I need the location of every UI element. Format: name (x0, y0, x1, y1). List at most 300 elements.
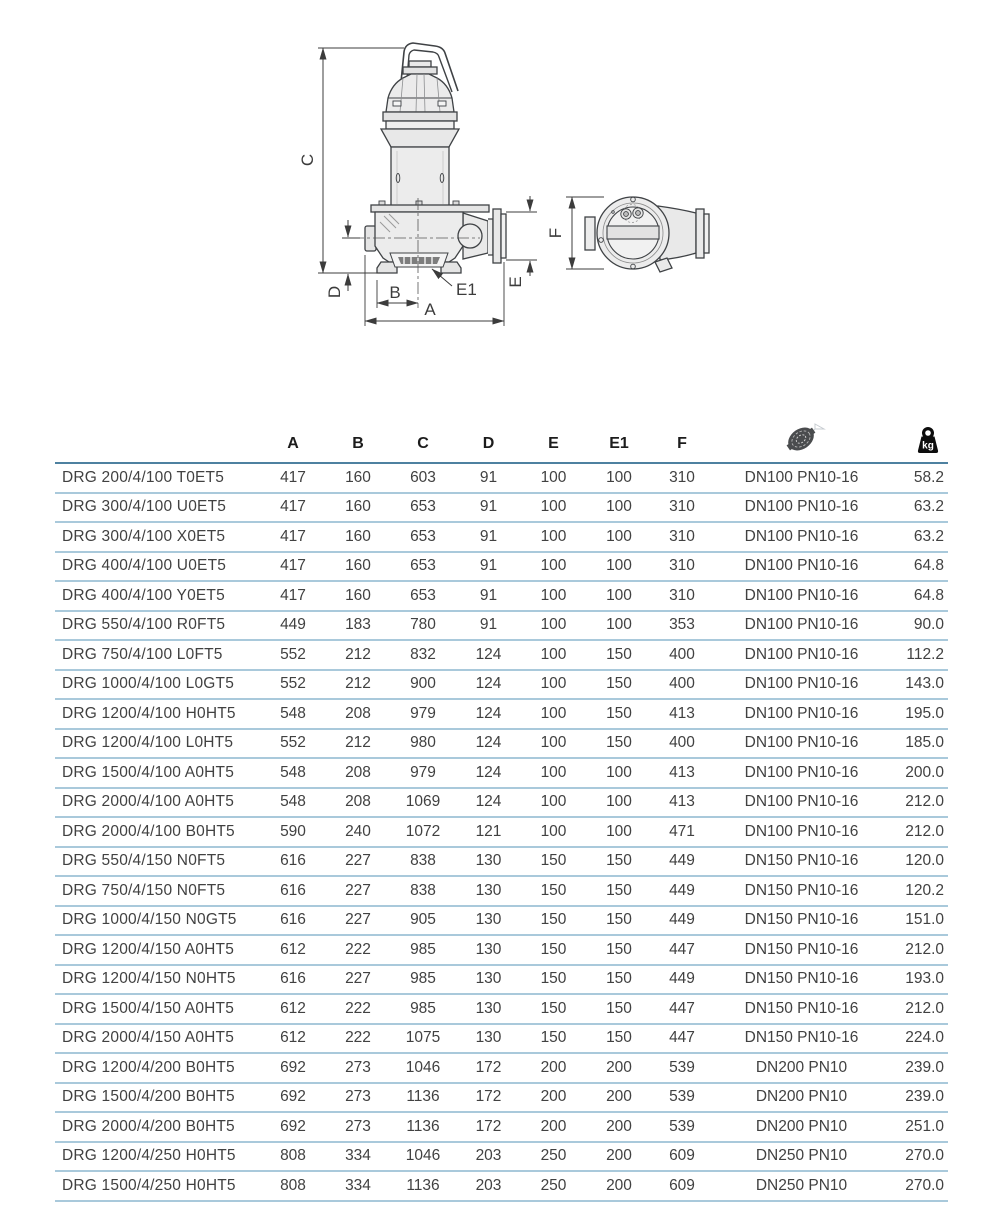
dim-b-cell: 222 (326, 1024, 390, 1054)
dim-b-cell: 160 (326, 581, 390, 611)
dim-b-cell: 183 (326, 611, 390, 641)
dim-d-cell: 91 (456, 611, 521, 641)
dim-e-cell: 100 (521, 817, 586, 847)
dim-e-cell: 150 (521, 847, 586, 877)
dim-d-cell: 172 (456, 1083, 521, 1113)
weight-cell: 151.0 (877, 906, 948, 936)
dim-b-cell: 227 (326, 965, 390, 995)
dim-e-cell: 150 (521, 906, 586, 936)
table-row (55, 817, 948, 847)
dim-label-d: D (325, 285, 344, 299)
dim-c-cell: 1046 (390, 1053, 456, 1083)
discharge-cell: DN150 PN10-16 (712, 994, 877, 1024)
discharge-cell: DN100 PN10-16 (712, 640, 877, 670)
dim-a-cell: 808 (260, 1171, 326, 1201)
weight-cell: 58.2 (877, 463, 948, 493)
dim-e1-cell: 100 (586, 493, 652, 523)
dim-e-cell: 100 (521, 611, 586, 641)
model-cell: DRG 1200/4/100 L0HT5 (55, 729, 260, 759)
model-cell: DRG 2000/4/200 B0HT5 (55, 1112, 260, 1142)
dim-e1-cell: 150 (586, 729, 652, 759)
col-header-b: B (326, 410, 390, 463)
model-cell: DRG 300/4/100 X0ET5 (55, 522, 260, 552)
col-header-discharge (712, 410, 877, 463)
discharge-cell: DN100 PN10-16 (712, 788, 877, 818)
dim-e1-cell: 150 (586, 1024, 652, 1054)
dim-e-cell: 200 (521, 1053, 586, 1083)
weight-cell: 212.0 (877, 817, 948, 847)
dim-e-cell: 100 (521, 552, 586, 582)
dim-f-cell: 310 (652, 552, 712, 582)
dim-e1-cell: 150 (586, 935, 652, 965)
dim-e-cell: 200 (521, 1112, 586, 1142)
dim-c-cell: 1046 (390, 1142, 456, 1172)
dim-e1-cell: 100 (586, 817, 652, 847)
weight-cell: 251.0 (877, 1112, 948, 1142)
dim-d-cell: 124 (456, 670, 521, 700)
cover-slot (607, 226, 659, 239)
dim-f-cell: 471 (652, 817, 712, 847)
dim-c-cell: 653 (390, 522, 456, 552)
dim-e1-cell: 100 (586, 552, 652, 582)
dim-c-cell: 979 (390, 699, 456, 729)
col-header-a: A (260, 410, 326, 463)
weight-cell: 185.0 (877, 729, 948, 759)
discharge-cell: DN100 PN10-16 (712, 670, 877, 700)
dim-e-cell: 100 (521, 758, 586, 788)
dim-e-cell: 150 (521, 1024, 586, 1054)
model-cell: DRG 1200/4/200 B0HT5 (55, 1053, 260, 1083)
weight-cell: 270.0 (877, 1171, 948, 1201)
col-header-d: D (456, 410, 521, 463)
discharge-cell: DN150 PN10-16 (712, 906, 877, 936)
svg-text:kg: kg (922, 440, 934, 452)
table-row (55, 493, 948, 523)
dim-a-cell: 616 (260, 847, 326, 877)
dim-b-cell: 240 (326, 817, 390, 847)
model-cell: DRG 550/4/100 R0FT5 (55, 611, 260, 641)
dim-e1-cell: 200 (586, 1112, 652, 1142)
dim-b-cell: 208 (326, 788, 390, 818)
dim-b-cell: 222 (326, 935, 390, 965)
dim-a-cell: 612 (260, 1024, 326, 1054)
dim-label-c: C (298, 153, 317, 167)
col-header-e1: E1 (586, 410, 652, 463)
dim-b-cell: 227 (326, 847, 390, 877)
model-cell: DRG 2000/4/100 A0HT5 (55, 788, 260, 818)
weight-cell: 212.0 (877, 935, 948, 965)
dim-a-cell: 616 (260, 876, 326, 906)
dim-d-cell: 130 (456, 906, 521, 936)
dim-d-cell: 91 (456, 552, 521, 582)
dim-e1-cell: 150 (586, 906, 652, 936)
dim-c-cell: 985 (390, 935, 456, 965)
dim-d-cell: 130 (456, 935, 521, 965)
dim-label-b: B (389, 283, 401, 302)
dim-c-cell: 832 (390, 640, 456, 670)
dim-d-cell: 124 (456, 640, 521, 670)
dim-d-cell: 91 (456, 522, 521, 552)
dim-d-cell: 172 (456, 1112, 521, 1142)
dim-a-cell: 417 (260, 522, 326, 552)
dim-b-cell: 160 (326, 463, 390, 493)
pump-front-view (352, 43, 506, 308)
table-row (55, 965, 948, 995)
dim-d-cell: 130 (456, 876, 521, 906)
discharge-cell: DN100 PN10-16 (712, 581, 877, 611)
dim-f-cell: 539 (652, 1112, 712, 1142)
dim-d-cell: 124 (456, 699, 521, 729)
dim-c-cell: 985 (390, 994, 456, 1024)
weight-cell: 200.0 (877, 758, 948, 788)
dim-a-cell: 808 (260, 1142, 326, 1172)
model-cell: DRG 1200/4/250 H0HT5 (55, 1142, 260, 1172)
dim-d-cell: 203 (456, 1142, 521, 1172)
dim-e1-cell: 150 (586, 699, 652, 729)
dim-c-cell: 653 (390, 581, 456, 611)
discharge-cell: DN150 PN10-16 (712, 935, 877, 965)
table-row (55, 1112, 948, 1142)
weight-cell: 239.0 (877, 1053, 948, 1083)
dim-d-cell: 124 (456, 729, 521, 759)
dim-e1-cell: 150 (586, 847, 652, 877)
discharge-cell: DN100 PN10-16 (712, 758, 877, 788)
dim-c-cell: 905 (390, 906, 456, 936)
table-row (55, 788, 948, 818)
model-cell: DRG 1000/4/100 L0GT5 (55, 670, 260, 700)
dim-b-cell: 334 (326, 1142, 390, 1172)
weight-cell: 212.0 (877, 994, 948, 1024)
dim-f-cell: 400 (652, 729, 712, 759)
dim-b-cell: 273 (326, 1083, 390, 1113)
dim-a-cell: 692 (260, 1083, 326, 1113)
dim-f-cell: 310 (652, 493, 712, 523)
table-row (55, 1142, 948, 1172)
dim-d-cell: 91 (456, 581, 521, 611)
model-cell: DRG 1200/4/150 A0HT5 (55, 935, 260, 965)
dim-a-cell: 616 (260, 965, 326, 995)
dim-e1-cell: 150 (586, 994, 652, 1024)
dim-f-cell: 447 (652, 1024, 712, 1054)
model-cell: DRG 750/4/100 L0FT5 (55, 640, 260, 670)
dim-b-cell: 334 (326, 1171, 390, 1201)
dim-f-cell: 400 (652, 670, 712, 700)
model-cell: DRG 1200/4/150 N0HT5 (55, 965, 260, 995)
table-row (55, 935, 948, 965)
table-row (55, 1024, 948, 1054)
dim-a-cell: 417 (260, 581, 326, 611)
table-row (55, 670, 948, 700)
dim-f-cell: 310 (652, 522, 712, 552)
dim-e-cell: 250 (521, 1142, 586, 1172)
dim-a-cell: 548 (260, 699, 326, 729)
neck-ring-upper (383, 112, 457, 121)
col-header-e: E (521, 410, 586, 463)
dim-e-cell: 200 (521, 1083, 586, 1113)
dim-e-cell: 250 (521, 1171, 586, 1201)
dim-d-cell: 130 (456, 994, 521, 1024)
dim-d-cell: 91 (456, 463, 521, 493)
model-cell: DRG 750/4/150 N0FT5 (55, 876, 260, 906)
model-cell: DRG 1500/4/200 B0HT5 (55, 1083, 260, 1113)
dim-e-cell: 100 (521, 640, 586, 670)
weight-cell: 224.0 (877, 1024, 948, 1054)
weight-cell: 112.2 (877, 640, 948, 670)
dim-e-cell: 100 (521, 581, 586, 611)
dim-b-cell: 227 (326, 906, 390, 936)
dim-e1-cell: 100 (586, 758, 652, 788)
dim-f-cell: 447 (652, 935, 712, 965)
dim-e-cell: 100 (521, 788, 586, 818)
dim-b-cell: 160 (326, 522, 390, 552)
model-cell: DRG 1000/4/150 N0GT5 (55, 906, 260, 936)
table-row (55, 758, 948, 788)
dim-f-cell: 400 (652, 640, 712, 670)
dim-f-cell: 447 (652, 994, 712, 1024)
dim-f-cell: 449 (652, 847, 712, 877)
dim-b-cell: 160 (326, 552, 390, 582)
dim-a-cell: 692 (260, 1053, 326, 1083)
table-row (55, 640, 948, 670)
pump-side-view (585, 197, 709, 272)
table-row (55, 729, 948, 759)
model-cell: DRG 1500/4/250 H0HT5 (55, 1171, 260, 1201)
dim-e1-cell: 200 (586, 1083, 652, 1113)
dim-e1-cell: 200 (586, 1142, 652, 1172)
dim-e1-cell: 100 (586, 611, 652, 641)
dim-label-e1: E1 (456, 280, 477, 299)
table-row (55, 611, 948, 641)
discharge-flange-icon (783, 419, 827, 460)
dim-e-cell: 100 (521, 729, 586, 759)
dim-f-cell: 310 (652, 463, 712, 493)
dim-c-cell: 1136 (390, 1112, 456, 1142)
weight-cell: 120.0 (877, 847, 948, 877)
discharge-cell: DN200 PN10 (712, 1053, 877, 1083)
weight-kg-icon (877, 427, 948, 460)
table-row (55, 906, 948, 936)
dim-e1-cell: 100 (586, 581, 652, 611)
dim-f-cell: 353 (652, 611, 712, 641)
model-cell: DRG 2000/4/100 B0HT5 (55, 817, 260, 847)
discharge-cell: DN250 PN10 (712, 1142, 877, 1172)
table-header-row (55, 410, 948, 463)
dim-e1-cell: 100 (586, 463, 652, 493)
weight-cell: 90.0 (877, 611, 948, 641)
table-row (55, 552, 948, 582)
table-row (55, 1171, 948, 1201)
dim-e1-cell: 150 (586, 640, 652, 670)
model-cell: DRG 1500/4/100 A0HT5 (55, 758, 260, 788)
dim-a-cell: 417 (260, 493, 326, 523)
dim-c-cell: 653 (390, 552, 456, 582)
dim-d-cell: 124 (456, 758, 521, 788)
dim-c-cell: 603 (390, 463, 456, 493)
weight-cell: 239.0 (877, 1083, 948, 1113)
dim-f-cell: 310 (652, 581, 712, 611)
discharge-cell: DN100 PN10-16 (712, 493, 877, 523)
dimensions-table (55, 410, 948, 1202)
table-row (55, 522, 948, 552)
dim-b-cell: 208 (326, 699, 390, 729)
dim-f-cell: 449 (652, 876, 712, 906)
dim-f-cell: 413 (652, 699, 712, 729)
dim-d-cell: 130 (456, 965, 521, 995)
discharge-cell: DN100 PN10-16 (712, 552, 877, 582)
dim-a-cell: 548 (260, 758, 326, 788)
discharge-cell: DN150 PN10-16 (712, 847, 877, 877)
dim-f-cell: 449 (652, 965, 712, 995)
discharge-cell: DN100 PN10-16 (712, 611, 877, 641)
dim-e1-cell: 200 (586, 1053, 652, 1083)
dim-e-cell: 100 (521, 670, 586, 700)
dim-b-cell: 222 (326, 994, 390, 1024)
model-cell: DRG 550/4/150 N0FT5 (55, 847, 260, 877)
dim-c-cell: 1136 (390, 1083, 456, 1113)
dim-b-cell: 208 (326, 758, 390, 788)
dim-b-cell: 273 (326, 1112, 390, 1142)
dim-e-cell: 150 (521, 994, 586, 1024)
dim-c-cell: 1072 (390, 817, 456, 847)
dim-c-cell: 780 (390, 611, 456, 641)
dim-a-cell: 590 (260, 817, 326, 847)
dim-c-cell: 838 (390, 847, 456, 877)
discharge-cell: DN100 PN10-16 (712, 522, 877, 552)
dim-d-cell: 130 (456, 1024, 521, 1054)
dim-f-cell: 609 (652, 1142, 712, 1172)
table-row (55, 847, 948, 877)
dim-a-cell: 612 (260, 935, 326, 965)
model-cell: DRG 1500/4/150 A0HT5 (55, 994, 260, 1024)
weight-cell: 195.0 (877, 699, 948, 729)
volute-top-plate (371, 205, 489, 212)
discharge-cell: DN100 PN10-16 (712, 463, 877, 493)
dim-e-cell: 150 (521, 935, 586, 965)
dim-label-f: F (546, 227, 565, 239)
model-cell: DRG 200/4/100 T0ET5 (55, 463, 260, 493)
weight-cell: 64.8 (877, 552, 948, 582)
dim-f-cell: 413 (652, 758, 712, 788)
discharge-cell: DN150 PN10-16 (712, 1024, 877, 1054)
suction-strainer (390, 253, 448, 267)
discharge-cell: DN200 PN10 (712, 1083, 877, 1113)
weight-cell: 63.2 (877, 522, 948, 552)
weight-cell: 193.0 (877, 965, 948, 995)
model-cell: DRG 400/4/100 Y0ET5 (55, 581, 260, 611)
dim-d-cell: 203 (456, 1171, 521, 1201)
table-row (55, 876, 948, 906)
dim-b-cell: 160 (326, 493, 390, 523)
dim-a-cell: 692 (260, 1112, 326, 1142)
dim-c-cell: 979 (390, 758, 456, 788)
dim-label-e: E (506, 276, 525, 288)
dim-e-cell: 100 (521, 522, 586, 552)
col-header-f: F (652, 410, 712, 463)
model-cell: DRG 1200/4/100 H0HT5 (55, 699, 260, 729)
dim-a-cell: 417 (260, 463, 326, 493)
dim-c-cell: 1075 (390, 1024, 456, 1054)
neck-ring-lower (386, 121, 454, 129)
discharge-cell: DN200 PN10 (712, 1112, 877, 1142)
dim-a-cell: 449 (260, 611, 326, 641)
table-row (55, 581, 948, 611)
dim-f-cell: 539 (652, 1083, 712, 1113)
dim-a-cell: 616 (260, 906, 326, 936)
model-cell: DRG 2000/4/150 A0HT5 (55, 1024, 260, 1054)
dim-e-cell: 100 (521, 493, 586, 523)
dim-f-cell: 539 (652, 1053, 712, 1083)
dim-f-cell: 449 (652, 906, 712, 936)
weight-cell: 143.0 (877, 670, 948, 700)
col-header-c: C (390, 410, 456, 463)
dim-f-cell: 413 (652, 788, 712, 818)
dim-a-cell: 417 (260, 552, 326, 582)
table-row (55, 463, 948, 493)
discharge-cell: DN150 PN10-16 (712, 876, 877, 906)
dim-c-cell: 900 (390, 670, 456, 700)
dim-e-cell: 150 (521, 876, 586, 906)
dim-c-cell: 653 (390, 493, 456, 523)
dim-e1-cell: 150 (586, 965, 652, 995)
discharge-cell: DN100 PN10-16 (712, 817, 877, 847)
dim-a-cell: 612 (260, 994, 326, 1024)
pump-dimension-drawing (0, 0, 1001, 400)
dim-c-cell: 980 (390, 729, 456, 759)
dim-e-cell: 100 (521, 463, 586, 493)
weight-cell: 120.2 (877, 876, 948, 906)
dim-b-cell: 212 (326, 670, 390, 700)
model-cell: DRG 300/4/100 U0ET5 (55, 493, 260, 523)
discharge-cell: DN150 PN10-16 (712, 965, 877, 995)
dim-e1-cell: 150 (586, 876, 652, 906)
dim-f-cell: 609 (652, 1171, 712, 1201)
dim-c-cell: 1136 (390, 1171, 456, 1201)
dim-e-cell: 150 (521, 965, 586, 995)
dim-e1-cell: 150 (586, 670, 652, 700)
dim-d-cell: 130 (456, 847, 521, 877)
discharge-cell: DN100 PN10-16 (712, 699, 877, 729)
dim-a-cell: 552 (260, 729, 326, 759)
table-row (55, 1083, 948, 1113)
dim-a-cell: 552 (260, 670, 326, 700)
table-row (55, 1053, 948, 1083)
dim-b-cell: 273 (326, 1053, 390, 1083)
table-body (55, 463, 948, 1201)
col-header-weight (877, 410, 948, 463)
dim-d-cell: 172 (456, 1053, 521, 1083)
dim-d-cell: 121 (456, 817, 521, 847)
dim-e1-cell: 100 (586, 522, 652, 552)
dim-a-cell: 548 (260, 788, 326, 818)
dim-b-cell: 212 (326, 640, 390, 670)
dim-e1-cell: 100 (586, 788, 652, 818)
model-cell: DRG 400/4/100 U0ET5 (55, 552, 260, 582)
dim-c-cell: 1069 (390, 788, 456, 818)
dim-label-a: A (424, 300, 436, 319)
dim-e-cell: 100 (521, 699, 586, 729)
weight-cell: 63.2 (877, 493, 948, 523)
discharge-cell: DN100 PN10-16 (712, 729, 877, 759)
discharge-cell: DN250 PN10 (712, 1171, 877, 1201)
dim-a-cell: 552 (260, 640, 326, 670)
dim-b-cell: 227 (326, 876, 390, 906)
table-row (55, 994, 948, 1024)
weight-cell: 212.0 (877, 788, 948, 818)
dim-b-cell: 212 (326, 729, 390, 759)
dim-c-cell: 838 (390, 876, 456, 906)
dim-c-cell: 985 (390, 965, 456, 995)
dim-d-cell: 91 (456, 493, 521, 523)
